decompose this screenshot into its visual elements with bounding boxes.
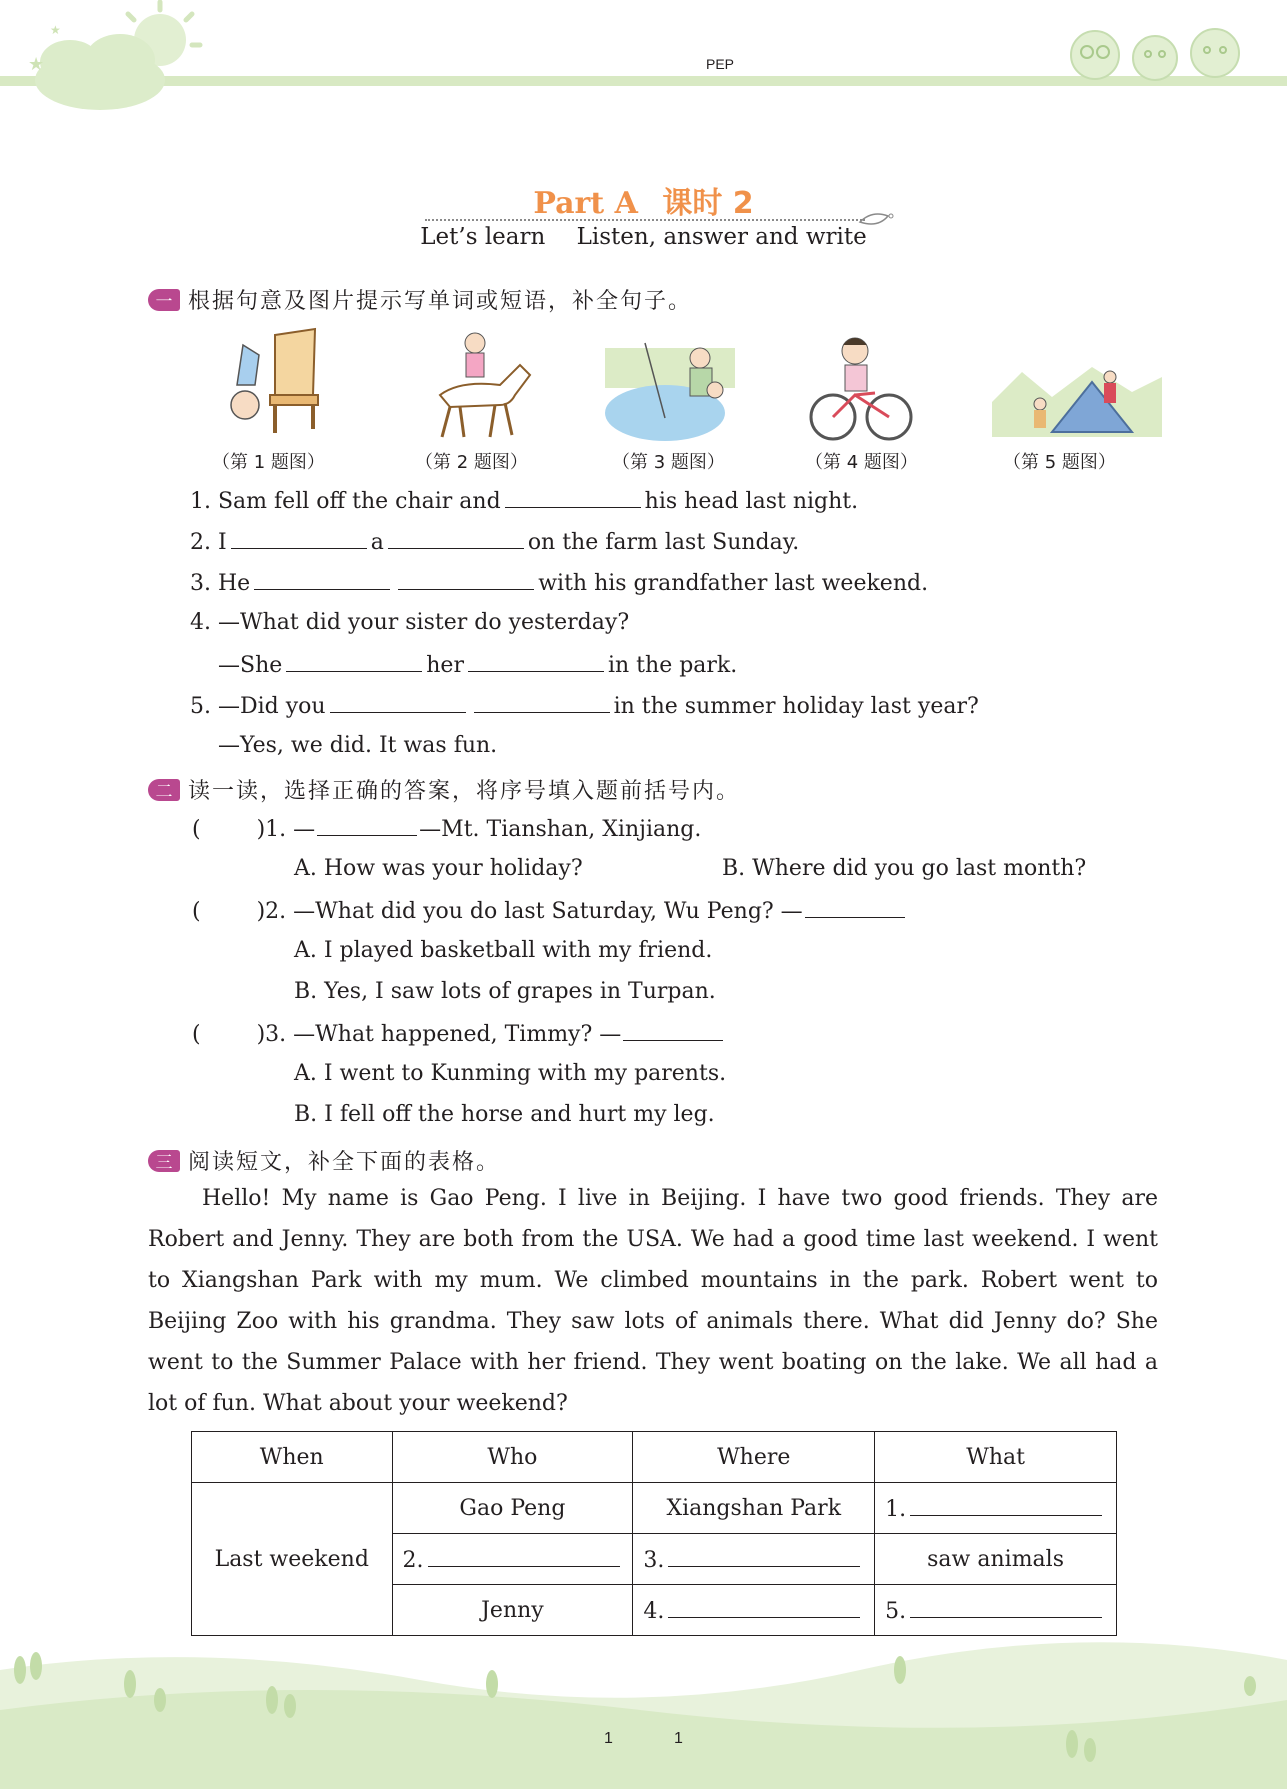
blank-line-1[interactable] — [910, 1495, 1102, 1516]
section3-heading — [148, 1145, 500, 1176]
s2-item3-lead: )3. —What happened, Timmy? — — [256, 1022, 622, 1047]
s1-question-5-answer: —Yes, we did. It was fun. — [218, 733, 498, 758]
q1-text-a: 1. Sam fell off the chair and — [190, 489, 501, 514]
header-where: Where — [633, 1432, 875, 1483]
title-part: Part A — [533, 186, 638, 221]
s2-item-2-option-a: A. I played basketball with my friend. — [294, 938, 713, 963]
s2-item-3 — [192, 1018, 725, 1050]
s2-item2-blank[interactable] — [805, 895, 905, 918]
s2-item-3-option-b: B. I fell off the horse and hurt my leg. — [294, 1102, 715, 1127]
title-divider — [425, 219, 865, 221]
s2-paren-1: ( — [192, 817, 201, 842]
s2-item-1 — [192, 813, 701, 845]
q2-blank-2[interactable] — [388, 526, 524, 549]
s2-item-2-option-b: B. Yes, I saw lots of grapes in Turpan. — [294, 979, 716, 1004]
cell-r3-where[interactable] — [633, 1585, 875, 1636]
q4-blank-1[interactable] — [286, 649, 422, 672]
table-row — [192, 1483, 1117, 1534]
s1-question-5 — [190, 690, 979, 722]
animal-faces-icon — [1055, 20, 1255, 85]
blank-number-4: 4. — [643, 1598, 665, 1624]
s2-item-1-option-b: B. Where did you go last month? — [722, 856, 1087, 881]
q3-blank-2[interactable] — [398, 567, 534, 590]
q3-text-b: with his grandfather last weekend. — [538, 571, 929, 596]
header-who: Who — [392, 1432, 633, 1483]
s2-item2-lead: )2. —What did you do last Saturday, Wu Peng? — — [256, 899, 803, 924]
cell-r2-where[interactable] — [633, 1534, 875, 1585]
cloud-sun-icon — [10, 0, 210, 115]
q1-text-b: his head last night. — [644, 489, 859, 514]
q4-text-b: her — [426, 653, 464, 678]
answer-table — [191, 1431, 1117, 1636]
s2-item-1-option-a: A. How was your holiday? — [294, 856, 583, 881]
q2-text-c: on the farm last Sunday. — [527, 530, 800, 555]
s2-paren-2: ( — [192, 899, 201, 924]
q5-blank-1[interactable] — [330, 690, 466, 713]
caption-4: （第 4 题图） — [805, 452, 918, 473]
s2-answer-slot-1[interactable] — [201, 814, 257, 836]
blank-number-5: 5. — [885, 1598, 907, 1624]
picture-1-fall-off-chair — [215, 325, 335, 435]
cell-r3-who: Jenny — [392, 1585, 633, 1636]
caption-2: （第 2 题图） — [415, 452, 528, 473]
cell-r1-what[interactable] — [875, 1483, 1117, 1534]
q3-blank-1[interactable] — [254, 567, 390, 590]
caption-5: （第 5 题图） — [1003, 452, 1116, 473]
cell-when: Last weekend — [192, 1483, 393, 1636]
table-header-row — [192, 1432, 1117, 1483]
q2-text-b: a — [370, 530, 384, 555]
title-lesson: 课时 2 — [662, 186, 754, 221]
blank-line-4[interactable] — [668, 1597, 860, 1618]
page-number-left: 1 — [604, 1730, 613, 1747]
s1-question-4-answer — [218, 649, 737, 681]
blank-line-3[interactable] — [668, 1546, 860, 1567]
cell-r1-who: Gao Peng — [392, 1483, 633, 1534]
picture-5-tent — [992, 362, 1162, 437]
caption-1: （第 1 题图） — [212, 452, 325, 473]
section1-heading — [148, 284, 692, 315]
s2-item3-blank[interactable] — [623, 1018, 723, 1041]
blank-line-2[interactable] — [428, 1546, 620, 1567]
s2-item1-tail: —Mt. Tianshan, Xinjiang. — [419, 817, 702, 842]
blank-number-1: 1. — [885, 1496, 907, 1522]
header-what: What — [875, 1432, 1117, 1483]
section3-badge: 三 — [148, 1150, 180, 1172]
q1-blank[interactable] — [505, 485, 641, 508]
picture-4-ride-bike — [805, 335, 915, 445]
footer-hills — [0, 1640, 1287, 1789]
reading-passage: Hello! My name is Gao Peng. I live in Beijing. I have two good friends. They are Robert and Jenny. They are both from the USA. We had a good time last weekend. I went to Xiangshan Park with my mum. We climbed mountains in the park. Robert went to Beijing Zoo with his grandma. They saw lots of animals there. What did Jenny do? She went to the Summer Palace with her friend. They went boating on the lake. We all had a lot of fun. What about your weekend? — [148, 1186, 1158, 1416]
header-when: When — [192, 1432, 393, 1483]
blank-line-5[interactable] — [910, 1597, 1102, 1618]
subtitle-listen: Listen, answer and write — [576, 224, 867, 250]
s1-question-1 — [190, 485, 858, 517]
section2-instruction: 读一读，选择正确的答案，将序号填入题前括号内。 — [188, 779, 741, 804]
s1-question-3 — [190, 567, 928, 599]
cell-r3-what[interactable] — [875, 1585, 1117, 1636]
q4-text-a: —She — [218, 653, 283, 678]
cell-r1-where: Xiangshan Park — [633, 1483, 875, 1534]
q5-text-a: 5. —Did you — [190, 694, 326, 719]
q2-text-a: 2. I — [190, 530, 227, 555]
svg-text:★: ★ — [28, 54, 45, 75]
cell-r2-what: saw animals — [875, 1534, 1117, 1585]
svg-text:★: ★ — [50, 23, 61, 37]
section2-heading — [148, 774, 740, 805]
series-label: PEP — [705, 56, 734, 72]
picture-2-ride-horse — [420, 325, 540, 445]
picture-3-fishing — [605, 338, 735, 443]
q4-blank-2[interactable] — [468, 649, 604, 672]
s1-question-2 — [190, 526, 799, 558]
q3-text-a: 3. He — [190, 571, 251, 596]
s2-item-3-option-a: A. I went to Kunming with my parents. — [294, 1061, 727, 1086]
page-subtitle — [0, 224, 1287, 250]
cell-r2-who[interactable] — [392, 1534, 633, 1585]
subtitle-lets-learn: Let’s learn — [420, 224, 546, 250]
blank-number-3: 3. — [643, 1547, 665, 1573]
section2-badge: 二 — [148, 779, 180, 801]
s2-item-2 — [192, 895, 907, 927]
s2-item1-lead: )1. — — [256, 817, 316, 842]
s2-answer-slot-3[interactable] — [201, 1019, 257, 1041]
page-number-right: 1 — [674, 1730, 683, 1747]
s2-item1-blank[interactable] — [317, 813, 417, 836]
q2-blank-1[interactable] — [231, 526, 367, 549]
blank-number-2: 2. — [402, 1547, 424, 1573]
s2-answer-slot-2[interactable] — [201, 896, 257, 918]
section1-instruction: 根据句意及图片提示写单词或短语，补全句子。 — [188, 289, 693, 314]
q5-text-b: in the summer holiday last year? — [613, 694, 979, 719]
page-title — [0, 178, 1287, 222]
s1-question-4: 4. —What did your sister do yesterday? — [190, 610, 630, 635]
s2-paren-3: ( — [192, 1022, 201, 1047]
q5-blank-2[interactable] — [474, 690, 610, 713]
caption-3: （第 3 题图） — [612, 452, 725, 473]
section3-instruction: 阅读短文，补全下面的表格。 — [188, 1150, 501, 1175]
q4-text-c: in the park. — [607, 653, 738, 678]
section1-badge: 一 — [148, 289, 180, 311]
